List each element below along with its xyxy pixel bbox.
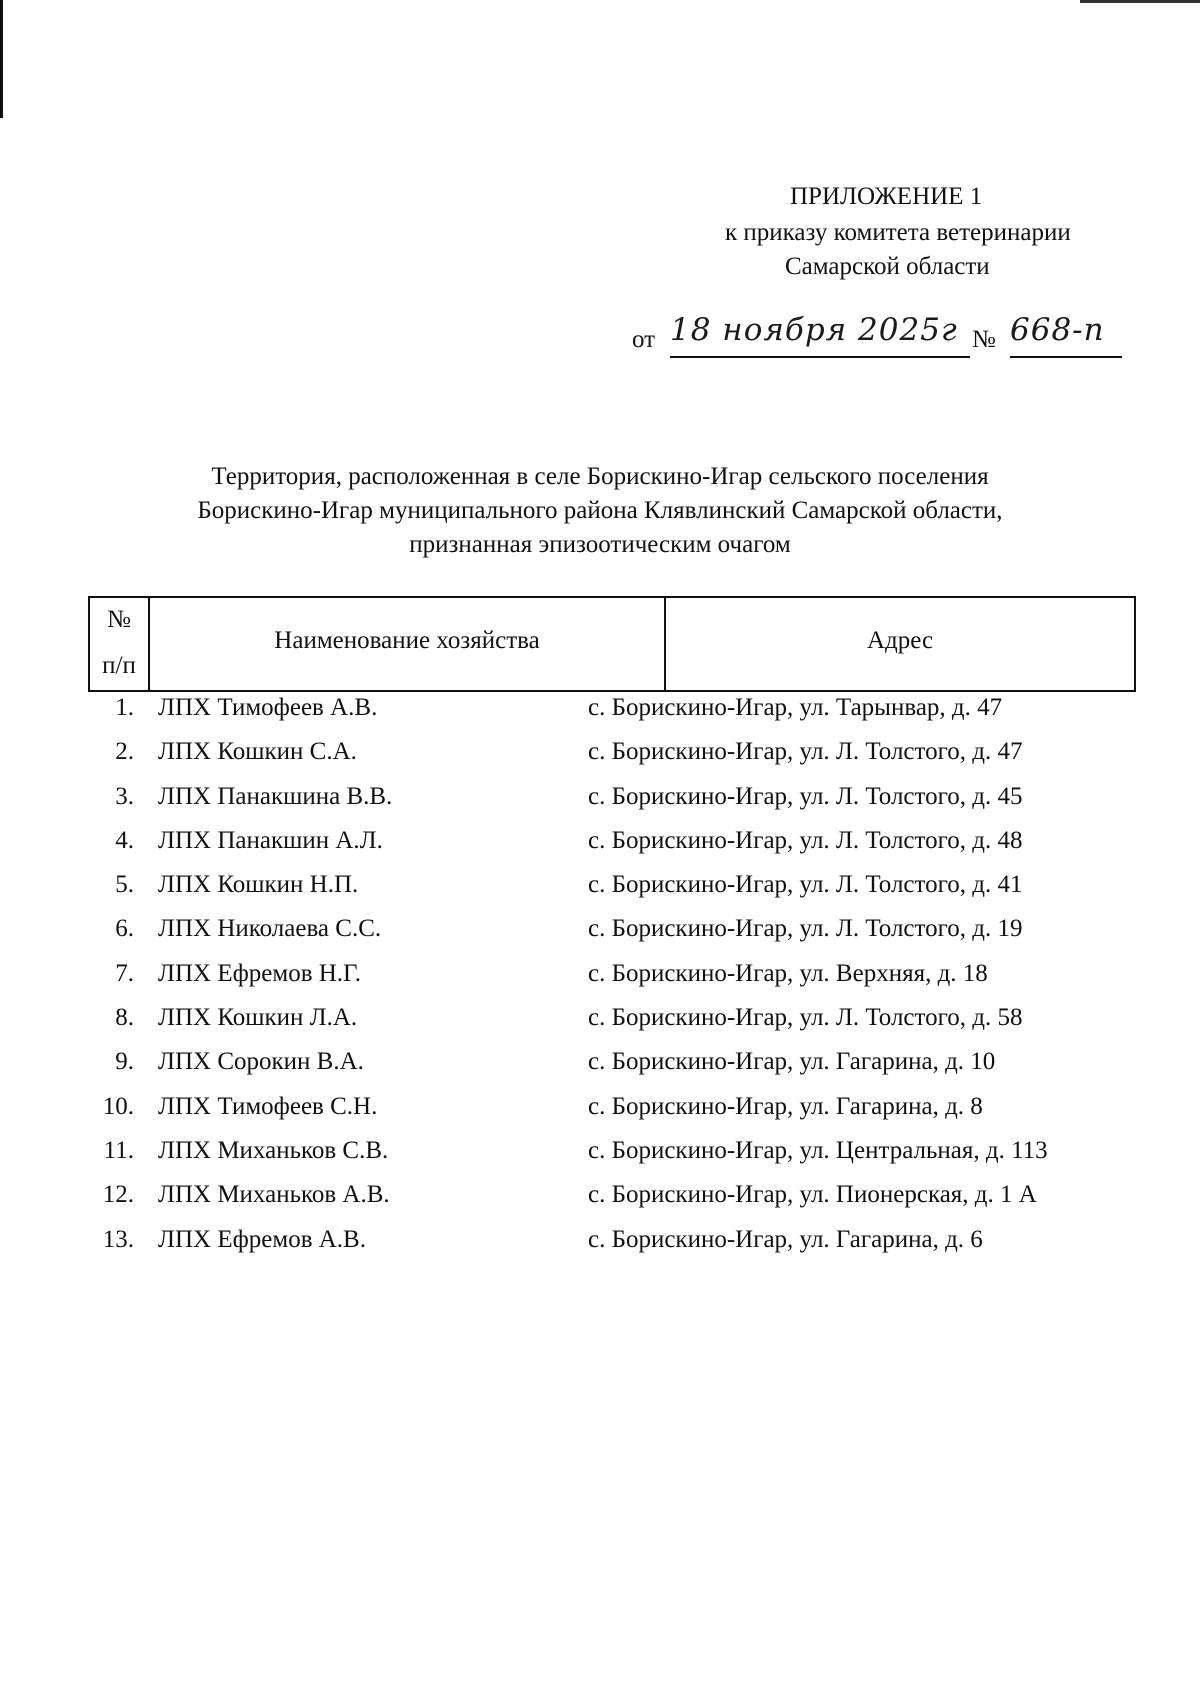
- row-farm-name: ЛПХ Миханьков А.В.: [158, 1181, 390, 1209]
- table-row: [88, 1046, 1136, 1090]
- order-date-field: [670, 312, 970, 358]
- row-address: с. Борискино-Игар, ул. Л. Толстого, д. 45: [588, 782, 1023, 810]
- header-number-cell: [90, 598, 150, 690]
- row-address: с. Борискино-Игар, ул. Пионерская, д. 1 А: [588, 1181, 1037, 1209]
- table-row: [88, 1135, 1136, 1179]
- appendix-order-ref: к приказу комитета ветеринарии: [725, 219, 1071, 246]
- row-farm-name: ЛПХ Ефремов Н.Г.: [158, 959, 361, 987]
- row-address: с. Борискино-Игар, ул. Гагарина, д. 6: [588, 1225, 983, 1253]
- row-farm-name: ЛПХ Миханьков С.В.: [158, 1136, 389, 1164]
- document-heading: [100, 460, 1100, 562]
- row-address: с. Борискино-Игар, ул. Верхняя, д. 18: [588, 959, 988, 987]
- appendix-title: ПРИЛОЖЕНИЕ 1: [790, 183, 983, 210]
- row-address: с. Борискино-Игар, ул. Центральная, д. 113: [588, 1136, 1048, 1164]
- scan-edge-mark: [0, 0, 3, 118]
- order-number-sign: №: [972, 326, 996, 353]
- heading-line-2: Борискино-Игар муниципального района Клявлинский Самарской области,: [197, 497, 1003, 524]
- row-number: 9.: [115, 1048, 134, 1076]
- table-body: [88, 692, 1136, 1268]
- row-number: 13.: [102, 1225, 134, 1253]
- table-row: [88, 1091, 1136, 1135]
- row-address: с. Борискино-Игар, ул. Гагарина, д. 8: [588, 1092, 983, 1120]
- table-row: [88, 1224, 1136, 1268]
- table-row: [88, 736, 1136, 780]
- farms-table: [88, 596, 1136, 1268]
- row-number: 8.: [115, 1004, 134, 1032]
- row-number: 1.: [115, 694, 134, 721]
- header-number-abbr: п/п: [102, 652, 136, 679]
- row-farm-name: ЛПХ Кошкин С.А.: [158, 738, 357, 766]
- heading-line-3: признанная эпизоотическим очагом: [409, 531, 791, 558]
- header-address-cell: [666, 598, 1134, 690]
- table-row: [88, 781, 1136, 825]
- row-address: с. Борискино-Игар, ул. Л. Толстого, д. 41: [588, 871, 1023, 899]
- row-farm-name: ЛПХ Панакшина В.В.: [158, 782, 393, 810]
- table-row: [88, 692, 1136, 736]
- table-row: [88, 913, 1136, 957]
- table-row: [88, 1002, 1136, 1046]
- header-number-sign: №: [107, 606, 131, 633]
- row-address: с. Борискино-Игар, ул. Л. Толстого, д. 19: [588, 915, 1023, 943]
- scan-edge-mark-top: [1080, 0, 1200, 3]
- header-name-label: Наименование хозяйства: [274, 627, 540, 654]
- appendix-region: Самарской области: [785, 253, 990, 280]
- row-number: 7.: [115, 959, 134, 987]
- row-number: 5.: [115, 871, 134, 899]
- order-number-handwritten: 668-п: [1010, 312, 1105, 348]
- row-number: 12.: [102, 1181, 134, 1209]
- order-date-prefix: от: [632, 326, 656, 353]
- table-row: [88, 825, 1136, 869]
- row-farm-name: ЛПХ Панакшин А.Л.: [158, 826, 383, 854]
- row-farm-name: ЛПХ Николаева С.С.: [158, 915, 382, 943]
- row-number: 10.: [102, 1092, 134, 1120]
- row-address: с. Борискино-Игар, ул. Гагарина, д. 10: [588, 1048, 996, 1076]
- row-address: с. Борискино-Игар, ул. Л. Толстого, д. 48: [588, 826, 1023, 854]
- row-number: 4.: [115, 826, 134, 854]
- row-number: 6.: [115, 915, 134, 943]
- row-address: с. Борискино-Игар, ул. Л. Толстого, д. 58: [588, 1004, 1023, 1032]
- header-name-cell: [150, 598, 666, 690]
- heading-line-1: Территория, расположенная в селе Борискино-Игар сельского поселения: [211, 463, 989, 490]
- order-number-field: [1010, 312, 1122, 358]
- order-date-handwritten: 18 ноября 2025г: [670, 312, 958, 348]
- row-farm-name: ЛПХ Тимофеев А.В.: [158, 694, 378, 721]
- table-header: [88, 596, 1136, 692]
- row-farm-name: ЛПХ Кошкин Н.П.: [158, 871, 359, 899]
- row-number: 11.: [103, 1136, 134, 1164]
- row-farm-name: ЛПХ Тимофеев С.Н.: [158, 1092, 378, 1120]
- row-farm-name: ЛПХ Кошкин Л.А.: [158, 1004, 358, 1032]
- row-address: с. Борискино-Игар, ул. Тарынвар, д. 47: [588, 694, 1003, 721]
- table-row: [88, 869, 1136, 913]
- row-address: с. Борискино-Игар, ул. Л. Толстого, д. 47: [588, 738, 1023, 766]
- row-farm-name: ЛПХ Сорокин В.А.: [158, 1048, 364, 1076]
- order-date-number-line: [632, 312, 1132, 368]
- table-row: [88, 958, 1136, 1002]
- header-address-label: Адрес: [866, 627, 934, 654]
- row-number: 3.: [115, 782, 134, 810]
- row-number: 2.: [115, 738, 134, 766]
- row-farm-name: ЛПХ Ефремов А.В.: [158, 1225, 366, 1253]
- table-row: [88, 1179, 1136, 1223]
